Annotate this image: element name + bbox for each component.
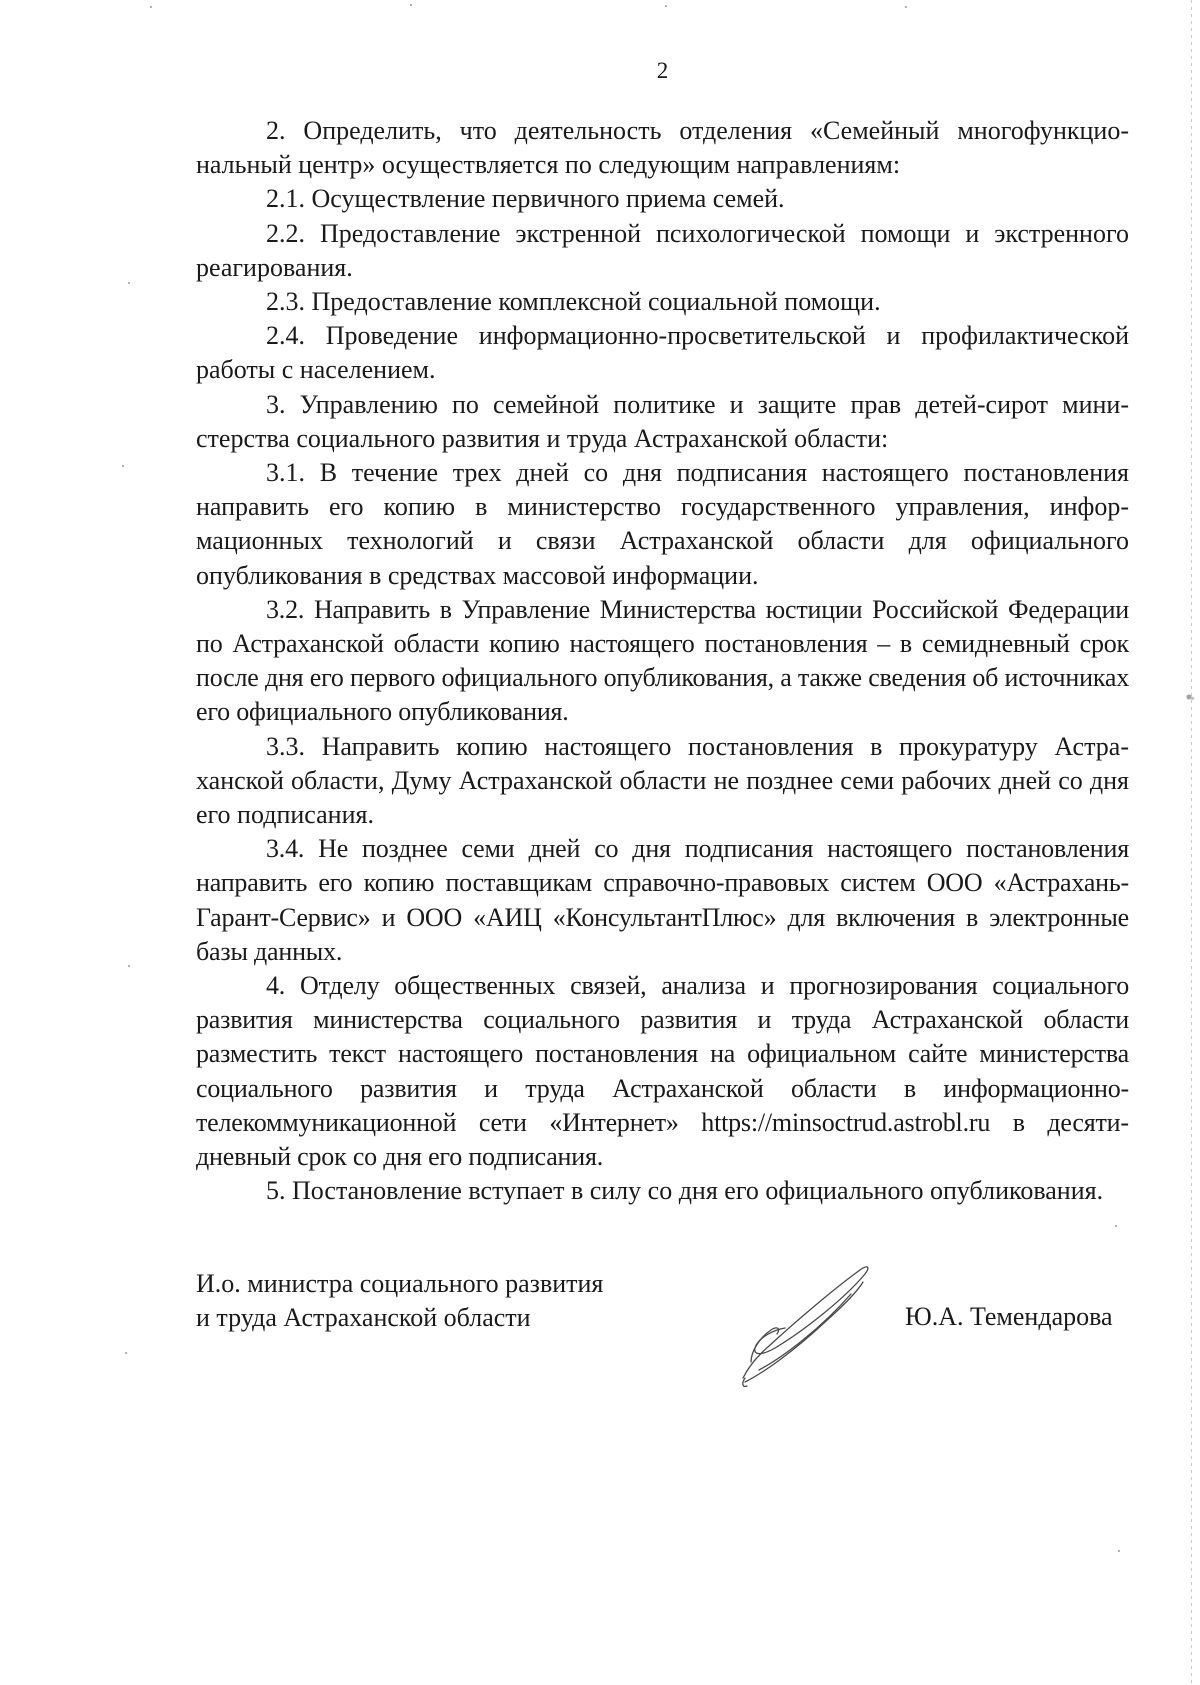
paragraph-2-2: 2.2. Предоставление экстренной психологической помощи и экстренного реагирования. (196, 218, 1129, 282)
scan-speck (665, 5, 667, 7)
scan-speck (125, 1352, 127, 1354)
scan-speck (128, 282, 130, 284)
scan-speck (1115, 1225, 1117, 1227)
signatory-position-line1: И.о. министра социального развития (196, 1269, 604, 1298)
signatory-position (196, 1267, 603, 1335)
page-number: 2 (656, 58, 669, 83)
paragraph-2-1: 2.1. Осуществление первичного приема семей. (266, 184, 785, 214)
scan-edge-artifact (1191, 0, 1192, 1685)
scan-speck (122, 465, 124, 467)
paragraph-2-3: 2.3. Предоставление комплексной социальной помощи. (266, 287, 881, 317)
paragraph-3-3: 3.3. Направить копию настоящего постановления в прокуратуру Астраханской области, Думу Астраханской области не позднее семи рабочих дней со дня его подписания. (196, 731, 1129, 830)
paragraph-4: 4. Отделу общественных связей, анализа и прогнозирования социального развития министерства социального развития и труда Астраханской области разместить текст настоящего постановления на официальном сайте министерства социального развития и труда Астраханской области в информационно-телекоммуникационной сети «Интернет» https://minsoctrud.astrobl.ru в десятидневный срок со дня его подписания. (196, 971, 1129, 1172)
scan-speck (905, 6, 907, 8)
scan-speck (150, 6, 152, 8)
scan-speck (410, 4, 412, 6)
paragraph-5: 5. Постановление вступает в силу со дня его официального опубликования. (266, 1176, 1104, 1206)
paragraph-3-4: 3.4. Не позднее семи дней со дня подписания настоящего постановления направить его копию поставщикам справочно-правовых систем ООО «Астрахань-Гарант-Сервис» и ООО «АИЦ «КонсультантПлюс» для включения в электронные базы данных. (196, 834, 1129, 966)
paragraph-2-4: 2.4. Проведение информационно-просветительской и профилактической работы с населением. (196, 321, 1129, 385)
paragraph-2: 2. Определить, что деятельность отделения «Семейный многофункциональный центр» осуществляется по следующим направлениям: (196, 116, 1129, 180)
paragraph-3-1: 3.1. В течение трех дней со дня подписания настоящего постановления направить его копию в министерство государственного управления, информационных технологий и связи Астраханской области для официального опубликования в средствах массовой информации. (196, 458, 1129, 590)
scan-speck (128, 965, 130, 967)
handwritten-signature (725, 1260, 875, 1390)
paragraph-3-2: 3.2. Направить в Управление Министерства юстиции Российской Федерации по Астраханской области копию настоящего постановления – в семидневный срок после дня его первого официального опубликования, а также сведения об источниках его официального опубликования. (196, 594, 1129, 727)
scan-smudge (1180, 690, 1198, 704)
signatory-name: Ю.А. Темендарова (905, 1302, 1113, 1331)
scan-speck (1118, 1550, 1120, 1552)
paragraph-3: 3. Управлению по семейной политике и защите прав детей-сирот министерства социального развития и труда Астраханской области: (196, 389, 1129, 453)
document-body (196, 114, 1129, 1209)
signatory-position-line2: и труда Астраханской области (196, 1303, 531, 1332)
